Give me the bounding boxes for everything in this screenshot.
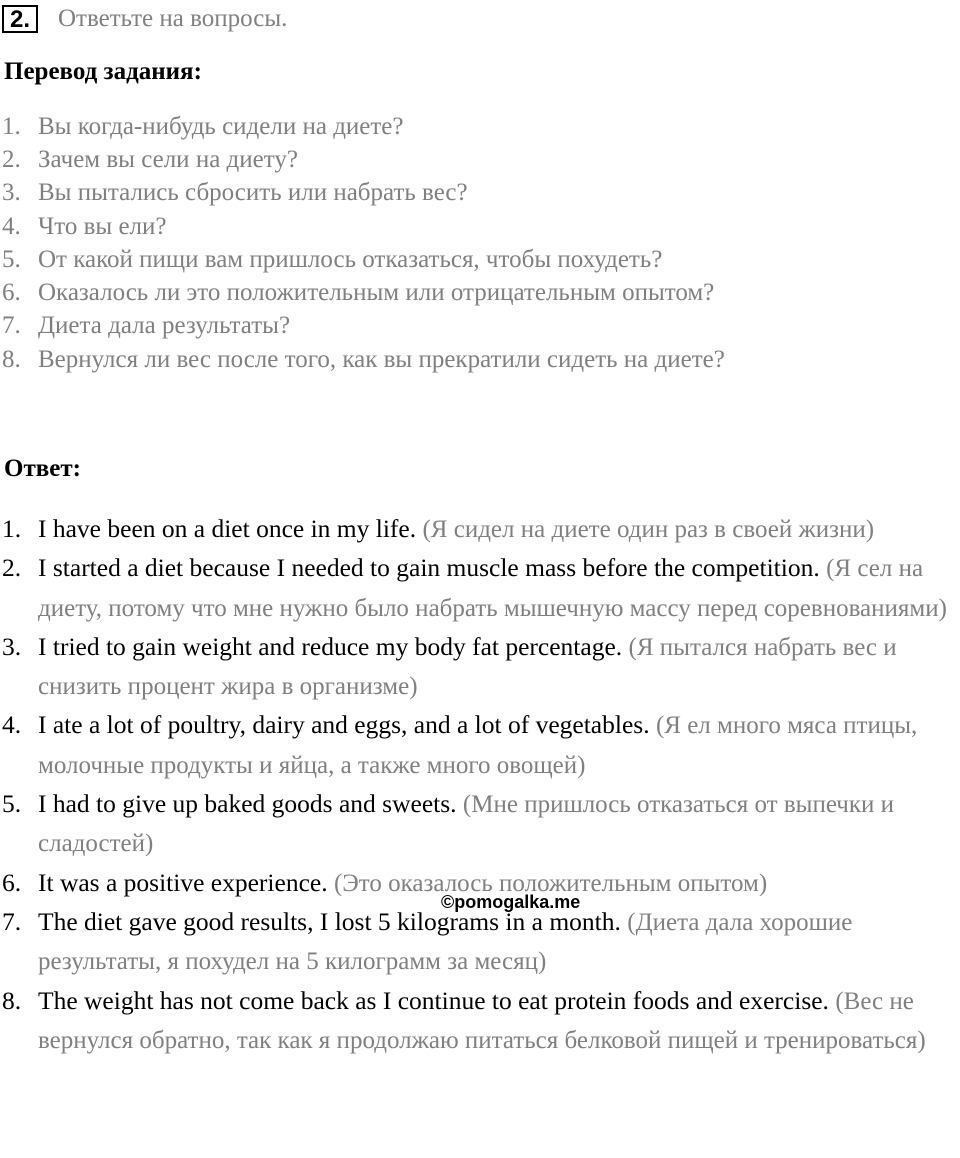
translation-item: [0, 177, 960, 210]
watermark: ©pomogalka.me: [441, 892, 581, 912]
answer-russian: (Я ел много мяса птицы, молочные продукты и яйца, а также много овощей): [38, 712, 918, 779]
item-text: Зачем вы сели на диету?: [38, 145, 298, 173]
answer-item: [0, 510, 960, 549]
answer-item: [0, 903, 960, 982]
translation-list: [0, 110, 960, 376]
item-number: 7.: [2, 312, 21, 340]
item-text: Вы когда-нибудь сидели на диете?: [38, 112, 404, 140]
answer-body: [38, 785, 960, 864]
answer-item: [0, 628, 960, 707]
task-instruction: Ответьте на вопросы.: [58, 5, 288, 32]
answer-english: I had to give up baked goods and sweets.: [38, 789, 457, 819]
answer-item: [0, 982, 960, 1061]
answer-heading: Ответ:: [4, 455, 81, 482]
translation-item: [0, 210, 960, 243]
answer-english: The weight has not come back as I continue to eat protein foods and exercise.: [38, 985, 829, 1015]
item-number: 8.: [2, 345, 21, 373]
item-text: От какой пищи вам пришлось отказаться, чтобы похудеть?: [38, 245, 663, 273]
item-number: 1.: [2, 514, 22, 543]
item-number: 3.: [2, 631, 22, 661]
answer-body: [38, 982, 960, 1061]
item-number: 2.: [2, 553, 22, 583]
answer-body: [38, 510, 960, 549]
translation-item: [0, 310, 960, 343]
answer-body: [38, 628, 960, 707]
item-number: 1.: [2, 112, 21, 140]
item-number: 4.: [2, 212, 21, 240]
translation-item: [0, 243, 960, 276]
answer-item: [0, 785, 960, 864]
item-text: Диета дала результаты?: [38, 312, 291, 340]
answer-item: [0, 549, 960, 628]
answer-list: [0, 510, 960, 1060]
item-text: Что вы ели?: [38, 212, 167, 240]
translation-item: [0, 343, 960, 376]
answer-english: I started a diet because I needed to gain muscle mass before the competition.: [38, 553, 820, 583]
item-text: Вернулся ли вес после того, как вы прекратили сидеть на диете?: [38, 345, 725, 373]
translation-item: [0, 110, 960, 143]
item-number: 6.: [2, 867, 22, 897]
item-number: 7.: [2, 906, 22, 936]
answer-russian: (Мне пришлось отказаться от выпечки и сладостей): [38, 791, 895, 858]
item-number: 4.: [2, 710, 22, 740]
answer-russian: (Я сидел на диете один раз в своей жизни): [422, 516, 875, 543]
answer-english: The diet gave good results, I lost 5 kilograms in a month.: [38, 906, 621, 936]
item-text: Вы пытались сбросить или набрать вес?: [38, 179, 468, 207]
translation-item: [0, 143, 960, 176]
answer-body: [38, 903, 960, 982]
item-number: 6.: [2, 279, 21, 307]
answer-russian: (Это оказалось положительным опытом): [333, 869, 768, 897]
item-number: 5.: [2, 245, 21, 273]
answer-english: I have been on a diet once in my life.: [38, 514, 417, 543]
answer-english: I ate a lot of poultry, dairy and eggs, and a lot of vegetables.: [38, 710, 650, 740]
answer-russian: (Я пытался набрать вес и снизить процент жира в организме): [38, 633, 897, 701]
answer-item: [0, 706, 960, 785]
answer-russian: (Вес не вернулся обратно, так как я продолжаю питаться белковой пищей и тренироваться): [38, 987, 926, 1054]
answer-body: [38, 549, 960, 628]
answer-russian: (Я сел на диету, потому что мне нужно было набрать мышечную массу перед соревнованиями): [38, 555, 947, 622]
item-number: 5.: [2, 789, 22, 819]
task-number-badge: 2.: [2, 5, 38, 33]
answer-russian: (Диета дала хорошие результаты, я похудел на 5 килограмм за месяц): [38, 908, 853, 976]
task-header: [2, 2, 287, 36]
answer-english: I tried to gain weight and reduce my body fat percentage.: [38, 631, 623, 661]
item-text: Оказалось ли это положительным или отрицательным опытом?: [38, 279, 715, 307]
item-number: 3.: [2, 179, 21, 207]
translation-heading: Перевод задания:: [4, 58, 202, 85]
item-number: 2.: [2, 145, 21, 173]
item-number: 8.: [2, 985, 22, 1015]
answer-body: [38, 706, 960, 785]
translation-item: [0, 276, 960, 309]
answer-english: It was a positive experience.: [38, 867, 328, 897]
